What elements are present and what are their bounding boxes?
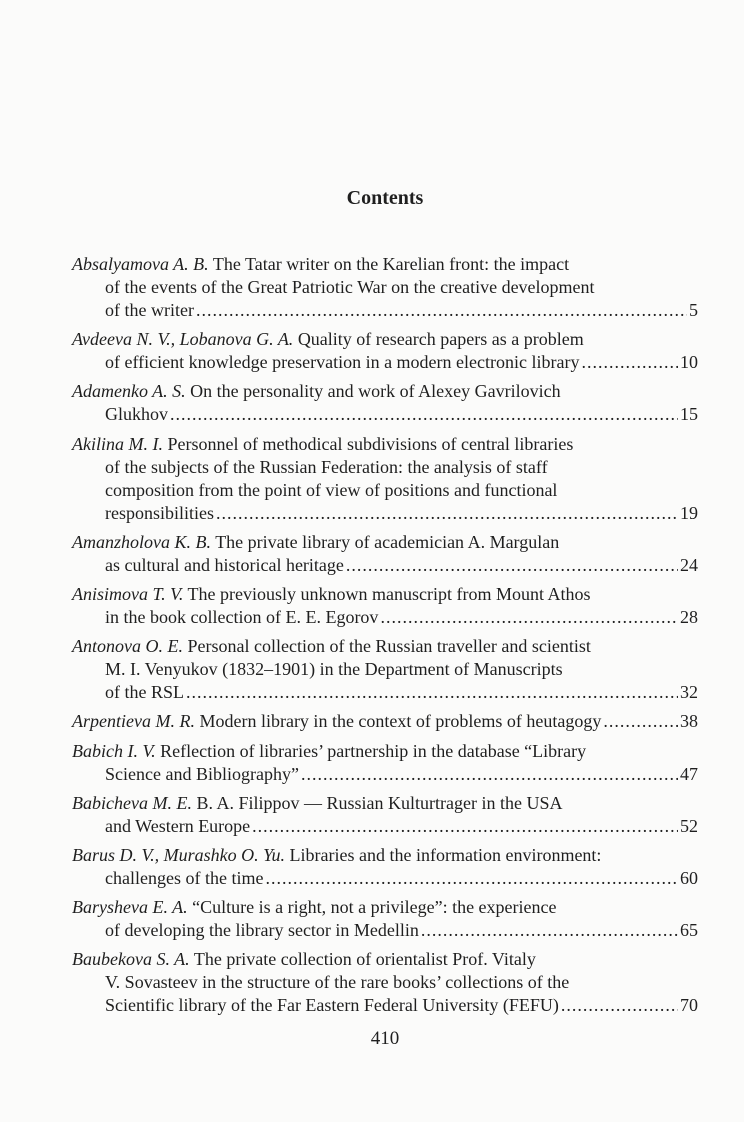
entry-page-number[interactable]: 70: [680, 995, 698, 1016]
toc-line: [72, 994, 698, 1017]
toc-line: [72, 658, 698, 681]
entry-title-text: [105, 815, 250, 838]
dot-leader: [186, 681, 678, 704]
toc-line: [72, 502, 698, 525]
entry-title-text: [105, 554, 344, 577]
entry-page-number[interactable]: 28: [680, 606, 698, 627]
dot-leader: [196, 299, 687, 322]
toc-line: [72, 531, 698, 554]
entry-page-number[interactable]: 52: [680, 815, 698, 836]
toc-entry[interactable]: [72, 380, 698, 426]
toc-line: [72, 433, 698, 456]
toc-line: [72, 606, 698, 629]
entry-title-line: challenges of the time: [105, 867, 264, 888]
entry-title-text: [72, 254, 569, 274]
entry-page-number[interactable]: 38: [680, 711, 698, 732]
entry-title-text: [105, 659, 563, 679]
entry-page-number[interactable]: 10: [680, 352, 698, 373]
entry-title-line: as cultural and historical heritage: [105, 554, 344, 575]
entry-title-line: On the personality and work of Alexey Gavrilovich: [190, 381, 561, 402]
entry-title-text: [72, 434, 573, 454]
entry-author: Barus D. V., Murashko O. Yu.: [72, 844, 286, 865]
toc-entry[interactable]: [72, 433, 698, 525]
entry-title-line: The Tatar writer on the Karelian front: the impact: [212, 254, 570, 274]
entry-title-line: The previously unknown manuscript from Mount Athos: [187, 583, 591, 604]
table-of-contents: [72, 253, 698, 1023]
entry-author: Absalyamova A. B.: [72, 254, 209, 274]
entry-author: Akilina M. I.: [72, 433, 163, 454]
dot-leader: [252, 815, 678, 838]
toc-line: [72, 253, 698, 276]
entry-title-line: Science and Bibliography”: [105, 763, 299, 784]
dot-leader: [421, 919, 678, 942]
entry-title-line: responsibilities: [105, 502, 214, 523]
entry-title-line: The private library of academician A. Margulan: [215, 531, 560, 552]
toc-line: [72, 681, 698, 704]
entry-title-text: [105, 502, 214, 525]
entry-title-line: V. Sovasteev in the structure of the rare books’ collections of the: [105, 972, 570, 993]
entry-title-line: Quality of research papers as a problem: [297, 329, 584, 350]
entry-page-number[interactable]: 60: [680, 867, 698, 888]
entry-title-line: The private collection of orientalist Prof. Vitaly: [193, 949, 536, 970]
entry-title-text: [72, 532, 559, 552]
entry-title-text: [105, 457, 548, 477]
entry-page-number[interactable]: 32: [680, 682, 698, 703]
entry-page-number[interactable]: 19: [680, 502, 698, 523]
toc-entry[interactable]: [72, 792, 698, 838]
entry-author: Anisimova T. V.: [72, 583, 184, 604]
entry-author: Adamenko A. S.: [72, 381, 186, 402]
toc-line: [72, 919, 698, 942]
entry-author: Avdeeva N. V., Lobanova G. A.: [72, 329, 294, 350]
entry-author: Amanzholova K. B.: [72, 531, 211, 552]
entry-title-text: [72, 710, 601, 733]
toc-line: [72, 479, 698, 502]
toc-line: [72, 456, 698, 479]
entry-title-line: “Culture is a right, not a privilege”: the experience: [192, 897, 557, 918]
entry-title-text: [72, 949, 536, 969]
toc-line: [72, 896, 698, 919]
toc-line: [72, 328, 698, 351]
toc-line: [72, 815, 698, 838]
toc-line: [72, 948, 698, 971]
entry-title-text: [72, 845, 601, 865]
toc-line: [72, 276, 698, 299]
entry-title-line: Libraries and the information environment:: [289, 844, 602, 865]
dot-leader: [301, 763, 678, 786]
entry-title-line: B. A. Filippov — Russian Kulturtrager in the USA: [196, 792, 563, 813]
toc-line: [72, 740, 698, 763]
toc-entry[interactable]: [72, 583, 698, 629]
toc-entry[interactable]: [72, 896, 698, 942]
toc-entry[interactable]: [72, 740, 698, 786]
entry-title-text: [105, 351, 579, 374]
entry-title-text: [105, 403, 168, 426]
dot-leader: [581, 351, 678, 374]
toc-line: [72, 867, 698, 890]
entry-page-number[interactable]: 5: [689, 300, 698, 320]
entry-page-number[interactable]: 65: [680, 920, 698, 941]
entry-title-text: [105, 972, 569, 992]
toc-line: [72, 299, 698, 322]
entry-title-line: in the book collection of E. E. Egorov: [105, 606, 379, 627]
toc-line: [72, 403, 698, 426]
dot-leader: [216, 502, 678, 525]
dot-leader: [380, 606, 678, 629]
entry-title-line: Personnel of methodical subdivisions of central libraries: [167, 433, 574, 454]
toc-line: [72, 635, 698, 658]
entry-title-text: [72, 584, 591, 604]
entry-page-number[interactable]: 15: [680, 404, 698, 425]
entry-title-text: [105, 763, 299, 786]
entry-title-line: of the events of the Great Patriotic War on the creative development: [105, 277, 595, 297]
dot-leader: [265, 867, 678, 890]
toc-entry[interactable]: [72, 328, 698, 374]
entry-title-text: [105, 994, 559, 1017]
page-number: 410: [370, 1028, 400, 1049]
dot-leader: [603, 710, 678, 733]
entry-title-text: [105, 277, 595, 297]
entry-title-text: [105, 919, 419, 942]
entry-title-line: Scientific library of the Far Eastern Federal University (FEFU): [105, 995, 559, 1016]
toc-line: [72, 710, 698, 733]
entry-author: Babich I. V.: [72, 740, 156, 761]
entry-author: Antonova O. E.: [72, 636, 183, 657]
entry-title-text: [72, 636, 591, 656]
entry-author: Barysheva E. A.: [72, 897, 188, 918]
entry-title-line: Glukhov: [105, 404, 168, 425]
entry-title-line: composition from the point of view of positions and functional: [105, 479, 558, 500]
entry-title-text: [105, 606, 378, 629]
toc-line: [72, 554, 698, 577]
toc-entry[interactable]: [72, 531, 698, 577]
toc-line: [72, 844, 698, 867]
entry-title-line: Personal collection of the Russian traveller and scientist: [187, 636, 591, 657]
toc-entry[interactable]: [72, 253, 698, 322]
entry-title-text: [105, 681, 184, 704]
entry-title-line: of developing the library sector in Medellin: [105, 920, 419, 941]
toc-entry[interactable]: [72, 635, 698, 704]
toc-line: [72, 971, 698, 994]
entry-author: Arpentieva M. R.: [72, 711, 195, 732]
entry-page-number[interactable]: 24: [680, 554, 698, 575]
dot-leader: [346, 554, 678, 577]
contents-heading: Contents: [346, 187, 424, 209]
toc-line: [72, 583, 698, 606]
entry-title-line: M. I. Venyukov (1832–1901) in the Department of Manuscripts: [105, 659, 563, 680]
toc-entry[interactable]: [72, 710, 698, 733]
entry-title-line: of efficient knowledge preservation in a modern electronic library: [105, 352, 580, 373]
entry-title-text: [105, 480, 557, 500]
dot-leader: [561, 994, 678, 1017]
entry-title-text: [105, 867, 263, 890]
toc-line: [72, 763, 698, 786]
entry-title-line: Reflection of libraries’ partnership in the database “Library: [160, 740, 587, 761]
toc-line: [72, 792, 698, 815]
entry-author: Baubekova S. A.: [72, 949, 190, 970]
toc-entry[interactable]: [72, 844, 698, 890]
entry-title-line: of the writer: [105, 300, 194, 320]
dot-leader: [170, 403, 678, 426]
toc-line: [72, 380, 698, 403]
entry-title-text: [105, 299, 194, 322]
entry-title-line: and Western Europe: [105, 815, 251, 836]
entry-title-line: of the subjects of the Russian Federation: the analysis of staff: [105, 456, 548, 477]
entry-title-text: [72, 741, 586, 761]
entry-title-line: Modern library in the context of problems of heutagogy: [199, 711, 602, 732]
entry-author: Babicheva M. E.: [72, 792, 192, 813]
entry-title-text: [72, 381, 561, 401]
entry-title-text: [72, 329, 584, 349]
entry-title-text: [72, 793, 562, 813]
entry-title-text: [72, 897, 557, 917]
entry-page-number[interactable]: 47: [680, 763, 698, 784]
toc-entry[interactable]: [72, 948, 698, 1017]
toc-line: [72, 351, 698, 374]
entry-title-line: of the RSL: [105, 682, 184, 703]
